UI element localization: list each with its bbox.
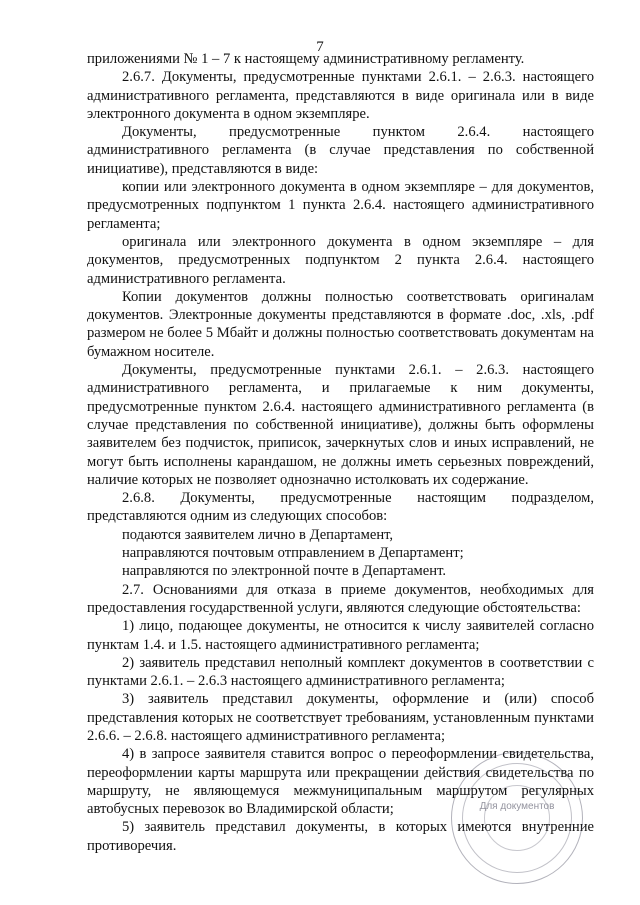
paragraph: направляются почтовым отправлением в Департамент; xyxy=(122,545,464,562)
paragraph: Копии документов должны полностью соответствовать оригиналам документов. Электронные документы представляются в формате .doc, .xls, .pdf размером не более 5 Мбайт и должны полностью соответствовать документам на бумажном носителе. xyxy=(87,288,594,360)
paragraph: Документы, предусмотренные пунктами 2.6.1. – 2.6.3. настоящего административного регламента, и прилагаемые к ним документы, предусмотренные пунктом 2.6.4. настоящего административного регламента (в случае представления по собственной инициативе), должны быть оформлены заявителем без подчисток, приписок, зачеркнутых слов и иных исправлений, не могут быть исполнены карандашом, не должны иметь серьезных повреждений, наличие которых не позволяет однозначно истолковать их содержание. xyxy=(87,362,594,488)
paragraph: 2.6.7. Документы, предусмотренные пунктами 2.6.1. – 2.6.3. настоящего административного регламента, представляются в виде оригинала или в виде электронного документа в одном экземпляре. xyxy=(87,69,594,122)
paragraph: подаются заявителем лично в Департамент, xyxy=(122,526,394,543)
paragraph: 1) лицо, подающее документы, не относится к числу заявителей согласно пунктам 1.4. и 1.5. настоящего административного регламента; xyxy=(87,618,594,653)
page-number: 7 xyxy=(316,39,324,55)
paragraph: 3) заявитель представил документы, оформление и (или) способ представления которых не соответствует требованиям, установленным пунктами 2.6.6. – 2.6.8. настоящего административного регламента; xyxy=(87,691,594,744)
paragraph: 5) заявитель представил документы, в которых имеются внутренние противоречия. xyxy=(87,819,594,854)
paragraph: направляются по электронной почте в Департамент. xyxy=(122,563,447,580)
paragraph: приложениями № 1 – 7 к настоящему административному регламенту. xyxy=(87,51,525,67)
paragraph: копии или электронного документа в одном экземпляре – для документов, предусмотренных подпунктом 1 пункта 2.6.4. настоящего административного регламента; xyxy=(87,179,594,232)
paragraph: 4) в запросе заявителя ставится вопрос о переоформлении свидетельства, переоформлении карты маршрута или прекращении действия свидетельства по маршруту, не являющемуся межмуниципальным маршрутом регулярных автобусных перевозок во Владимирской области; xyxy=(87,746,594,818)
document-body xyxy=(87,50,594,855)
paragraph: Документы, предусмотренные пунктом 2.6.4. настоящего административного регламента (в случае представления по собственной инициативе), представляются в виде: xyxy=(87,124,594,177)
paragraph: оригинала или электронного документа в одном экземпляре – для документов, предусмотренных подпунктом 2 пункта 2.6.4. настоящего административного регламента. xyxy=(87,233,594,287)
stamp-center-text: Для документов xyxy=(479,801,555,812)
paragraph: 2.6.8. Документы, предусмотренные настоящим подразделом, представляются одним из следующих способов: xyxy=(87,490,594,525)
paragraph: 2) заявитель представил неполный комплект документов в соответствии с пунктами 2.6.1. – 2.6.3 настоящего административного регламента; xyxy=(87,654,594,690)
paragraph: 2.7. Основаниями для отказа в приеме документов, необходимых для предоставления государственной услуги, являются следующие обстоятельства: xyxy=(87,581,594,616)
official-stamp xyxy=(451,752,583,884)
